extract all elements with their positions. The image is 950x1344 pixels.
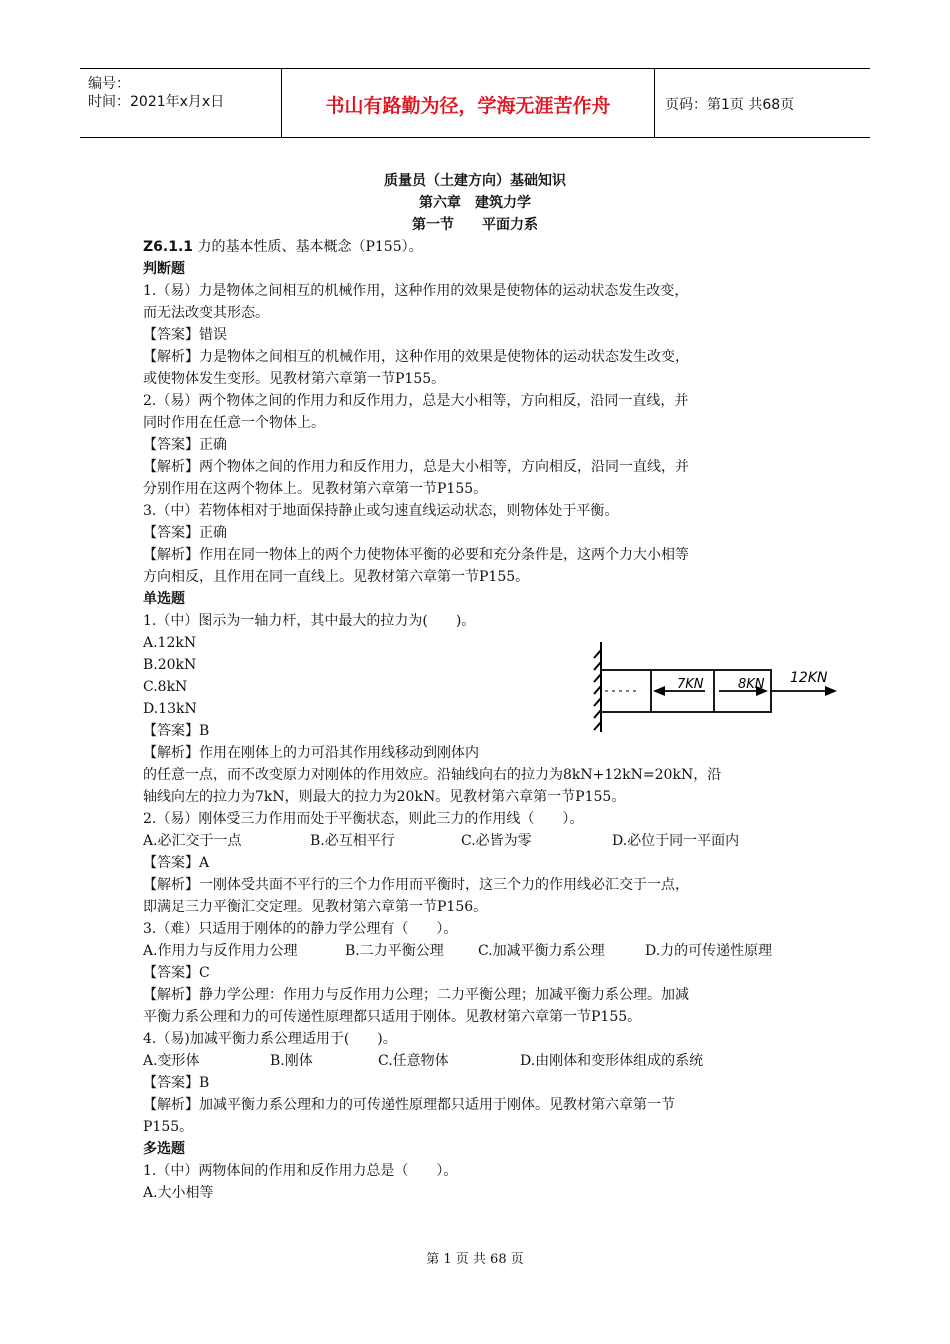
text-line: 轴线向左的拉力为7kN，则最大的拉力为20kN。见教材第六章第一节P155。 xyxy=(143,789,626,805)
option-line: C.必皆为零 xyxy=(461,833,532,849)
text-line: 【解析】两个物体之间的作用力和反作用力，总是大小相等，方向相反，沿同一直线，并 xyxy=(143,459,689,475)
option-line: A.12kN xyxy=(143,635,197,651)
option-line: A.大小相等 xyxy=(143,1185,214,1201)
text-line: 【解析】静力学公理：作用力与反作用力公理；二力平衡公理；加减平衡力系公理。加减 xyxy=(143,987,689,1003)
answer-line: 【答案】正确 xyxy=(143,525,227,541)
motto: 书山有路勤为径，学海无涯苦作舟 xyxy=(325,95,611,117)
text-line: 3.（中）若物体相对于地面保持静止或匀速直线运动状态，则物体处于平衡。 xyxy=(143,503,619,519)
time-label: 时间：2021年x月x日 xyxy=(88,94,225,110)
single-heading: 单选题 xyxy=(143,591,185,607)
text-line: 4.（易)加减平衡力系公理适用于( )。 xyxy=(143,1031,397,1047)
force-label: 7KN xyxy=(677,677,704,692)
option-line: B.二力平衡公理 xyxy=(345,943,444,959)
option-line: B.20kN xyxy=(143,657,197,673)
text-line: 【解析】力是物体之间相互的机械作用，这种作用的效果是使物体的运动状态发生改变， xyxy=(143,349,689,365)
option-line: B.刚体 xyxy=(270,1053,313,1069)
judge-heading: 判断题 xyxy=(143,261,185,277)
text-line: 方向相反，且作用在同一直线上。见教材第六章第一节P155。 xyxy=(143,569,530,585)
header-right-cell xyxy=(654,69,871,137)
text-line: 3.（难）只适用于刚体的的静力学公理有（ ）。 xyxy=(143,921,458,937)
force-label: 8KN xyxy=(738,677,765,692)
header-left-cell xyxy=(80,69,282,137)
answer-line: 【答案】A xyxy=(143,855,210,871)
page-info: 页码：第1页 共68页 xyxy=(665,97,795,113)
topic-code: Z6.1.1 xyxy=(143,239,194,255)
text-line: 而无法改变其形态。 xyxy=(143,305,269,321)
text-line: 【解析】一刚体受共面不平行的三个力作用而平衡时，这三个力的作用线必汇交于一点， xyxy=(143,877,689,893)
answer-line: 【答案】B xyxy=(143,723,210,739)
option-line: A.作用力与反作用力公理 xyxy=(143,943,298,959)
text-line: 分别作用在这两个物体上。见教材第六章第一节P155。 xyxy=(143,481,488,497)
option-line: A.必汇交于一点 xyxy=(143,833,242,849)
text-line: 1.（中）图示为一轴力杆，其中最大的拉力为( )。 xyxy=(143,613,476,629)
text-line: 的任意一点，而不改变原力对刚体的作用效应。沿轴线向右的拉力为8kN+12kN=20kN，沿 xyxy=(143,767,722,783)
wall-support xyxy=(594,642,601,732)
code-label: 编号： xyxy=(88,76,130,92)
answer-line: 【答案】C xyxy=(143,965,210,981)
header-center-cell xyxy=(282,69,654,137)
page-footer: 第 1 页 共 68 页 xyxy=(426,1252,524,1267)
text-line: 或使物体发生变形。见教材第六章第一节P155。 xyxy=(143,371,446,387)
force-arrow-12kn xyxy=(771,686,837,696)
option-line: D.必位于同一平面内 xyxy=(612,833,740,849)
text-line: 【解析】加减平衡力系公理和力的可传递性原理都只适用于刚体。见教材第六章第一节 xyxy=(143,1097,675,1113)
option-line: D.由刚体和变形体组成的系统 xyxy=(520,1053,704,1069)
text-line: 【解析】作用在同一物体上的两个力使物体平衡的必要和充分条件是，这两个力大小相等 xyxy=(143,547,689,563)
text-line: 2.（易）两个物体之间的作用力和反作用力，总是大小相等，方向相反，沿同一直线，并 xyxy=(143,393,689,409)
force-label: 12KN xyxy=(790,670,828,686)
multi-heading: 多选题 xyxy=(143,1141,185,1157)
text-line: 同时作用在任意一个物体上。 xyxy=(143,415,325,431)
option-line: C.加减平衡力系公理 xyxy=(478,943,605,959)
text-line: 即满足三力平衡汇交定理。见教材第六章第一节P156。 xyxy=(143,899,488,915)
answer-line: 【答案】正确 xyxy=(143,437,227,453)
text-line: 1.（易）力是物体之间相互的机械作用，这种作用的效果是使物体的运动状态发生改变， xyxy=(143,283,689,299)
topic-text: 力的基本性质、基本概念（P155）。 xyxy=(193,239,423,255)
doc-title: 质量员（土建方向）基础知识 xyxy=(384,173,566,189)
option-line: B.必互相平行 xyxy=(310,833,395,849)
topic-line xyxy=(143,236,423,258)
answer-line: 【答案】错误 xyxy=(143,327,227,343)
option-line: C.任意物体 xyxy=(378,1053,449,1069)
text-line: 2.（易）刚体受三力作用而处于平衡状态，则此三力的作用线（ ）。 xyxy=(143,811,584,827)
text-line: 1.（中）两物体间的作用和反作用力总是（ ）。 xyxy=(143,1163,458,1179)
text-line: 【解析】作用在刚体上的力可沿其作用线移动到刚体内 xyxy=(143,745,479,761)
option-line: C.8kN xyxy=(143,679,188,695)
section-title: 第一节 平面力系 xyxy=(412,217,538,233)
text-line: 平衡力系公理和力的可传递性原理都只适用于刚体。见教材第六章第一节P155。 xyxy=(143,1009,642,1025)
header-table xyxy=(80,68,870,138)
answer-line: 【答案】B xyxy=(143,1075,210,1091)
option-line: D.力的可传递性原理 xyxy=(645,943,773,959)
chapter-title: 第六章 建筑力学 xyxy=(419,195,531,211)
text-line: P155。 xyxy=(143,1119,194,1135)
axial-bar-figure xyxy=(593,640,843,740)
option-line: A.变形体 xyxy=(143,1053,200,1069)
option-line: D.13kN xyxy=(143,701,197,717)
